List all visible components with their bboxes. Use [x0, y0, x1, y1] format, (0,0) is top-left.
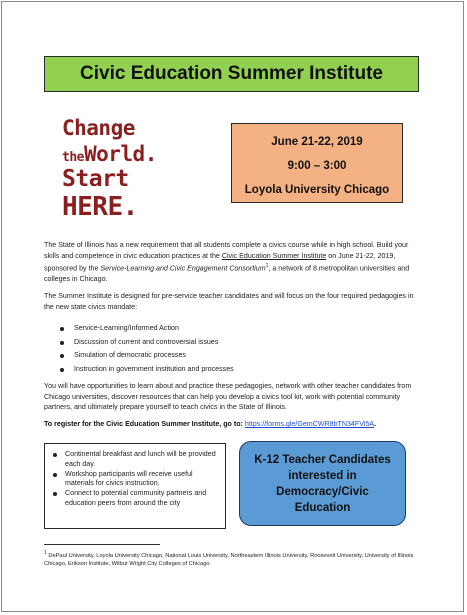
logo-line-1: Change [62, 116, 135, 140]
pedagogy-label: Service-Learning/Informed Action [74, 324, 179, 332]
list-item [60, 336, 400, 350]
bullet-icon [60, 341, 64, 345]
footnote-ref: 1 [265, 263, 269, 270]
benefits-list [51, 450, 219, 509]
event-info-box [231, 123, 403, 203]
footnote-divider [44, 544, 160, 545]
list-item [60, 363, 400, 377]
event-time: 9:00 – 3:00 [287, 160, 347, 172]
footnote-text: DePaul University, Loyola University Chicago, National Louis University, Northeastern Illinois University, Roosevelt University, University of Illinois Chicago, Erikson Institute, Wilbur Wright City Colleges of Chicago [44, 552, 414, 568]
benefits-box [44, 443, 226, 529]
benefit-label: Workshop participants will receive useful materials for civics instruction. [65, 469, 193, 488]
registration-link[interactable]: https://forms.gle/GemCWR8bTN34FVi5A [244, 420, 375, 428]
opportunities-paragraph: You will have opportunities to learn about and practice these pedagogies, network with other teacher candidates from Chicago universities, discover resources that can help you develop a civics tool kit, work with potential community partners, and ultimately prepare yourself to teach civics in the State of Illinois. [44, 382, 412, 412]
pedagogies-list [60, 322, 400, 376]
bullet-icon [60, 354, 64, 358]
bullet-icon [53, 492, 57, 496]
register-end: . [374, 420, 377, 428]
design-paragraph: The Summer Institute is designed for pre-service teacher candidates and will focus on the four required pedagogies in the new state civics mandate: [44, 292, 414, 311]
pedagogy-label: Instruction in government institution and processes [74, 364, 234, 373]
benefit-label: Continental breakfast and lunch will be provided each day. [65, 450, 216, 468]
list-item [60, 322, 400, 336]
pedagogy-label: Discussion of current and controversial issues [74, 337, 219, 346]
audience-callout [239, 441, 406, 526]
register-line [44, 420, 434, 428]
register-text: To register for the Civic Education Summer Institute, go to: [44, 420, 245, 428]
list-item [51, 450, 219, 469]
change-the-world-logo [58, 116, 198, 226]
intro-text-1: The State of Illinois has a new requirement that all students complete a civics course while in high school. Build your skills and competence in civic education practices at the [44, 241, 409, 260]
consortium-name: Service-Learning and Civic Engagement Consortium [100, 264, 266, 273]
event-location: Loyola University Chicago [244, 184, 390, 196]
list-item [60, 349, 400, 363]
logo-line-2 [62, 142, 157, 166]
benefit-label: Connect to potential community partners and education peers from around the city [65, 489, 207, 507]
bullet-icon [60, 327, 64, 331]
bullet-icon [53, 473, 57, 477]
intro-text-3: , a network of 8 metropolitan universities and colleges in Chicago. [44, 264, 410, 284]
list-item [51, 489, 219, 508]
bullet-icon [53, 453, 57, 457]
logo-line-4: HERE. [62, 192, 138, 222]
footnote-number: 1 [44, 550, 47, 556]
bullet-icon [60, 368, 64, 372]
intro-text-2: on June 21-22, 2019, sponsored by the [44, 251, 396, 273]
page-title: Civic Education Summer Institute [44, 56, 419, 92]
pedagogy-label: Simulation of democratic processes [74, 351, 186, 359]
list-item [51, 470, 219, 489]
logo-line-3: Start [62, 166, 129, 192]
event-dates: June 21-22, 2019 [271, 136, 363, 148]
audience-text: K-12 Teacher Candidates interested in Democracy/Civic Education [254, 453, 391, 514]
intro-paragraph [44, 240, 424, 285]
footnote [44, 549, 434, 568]
logo-line-2-small: the [62, 150, 84, 165]
logo-line-2-main: World. [83, 142, 157, 166]
institute-link[interactable]: Civic Education Summer Institute [221, 251, 327, 260]
